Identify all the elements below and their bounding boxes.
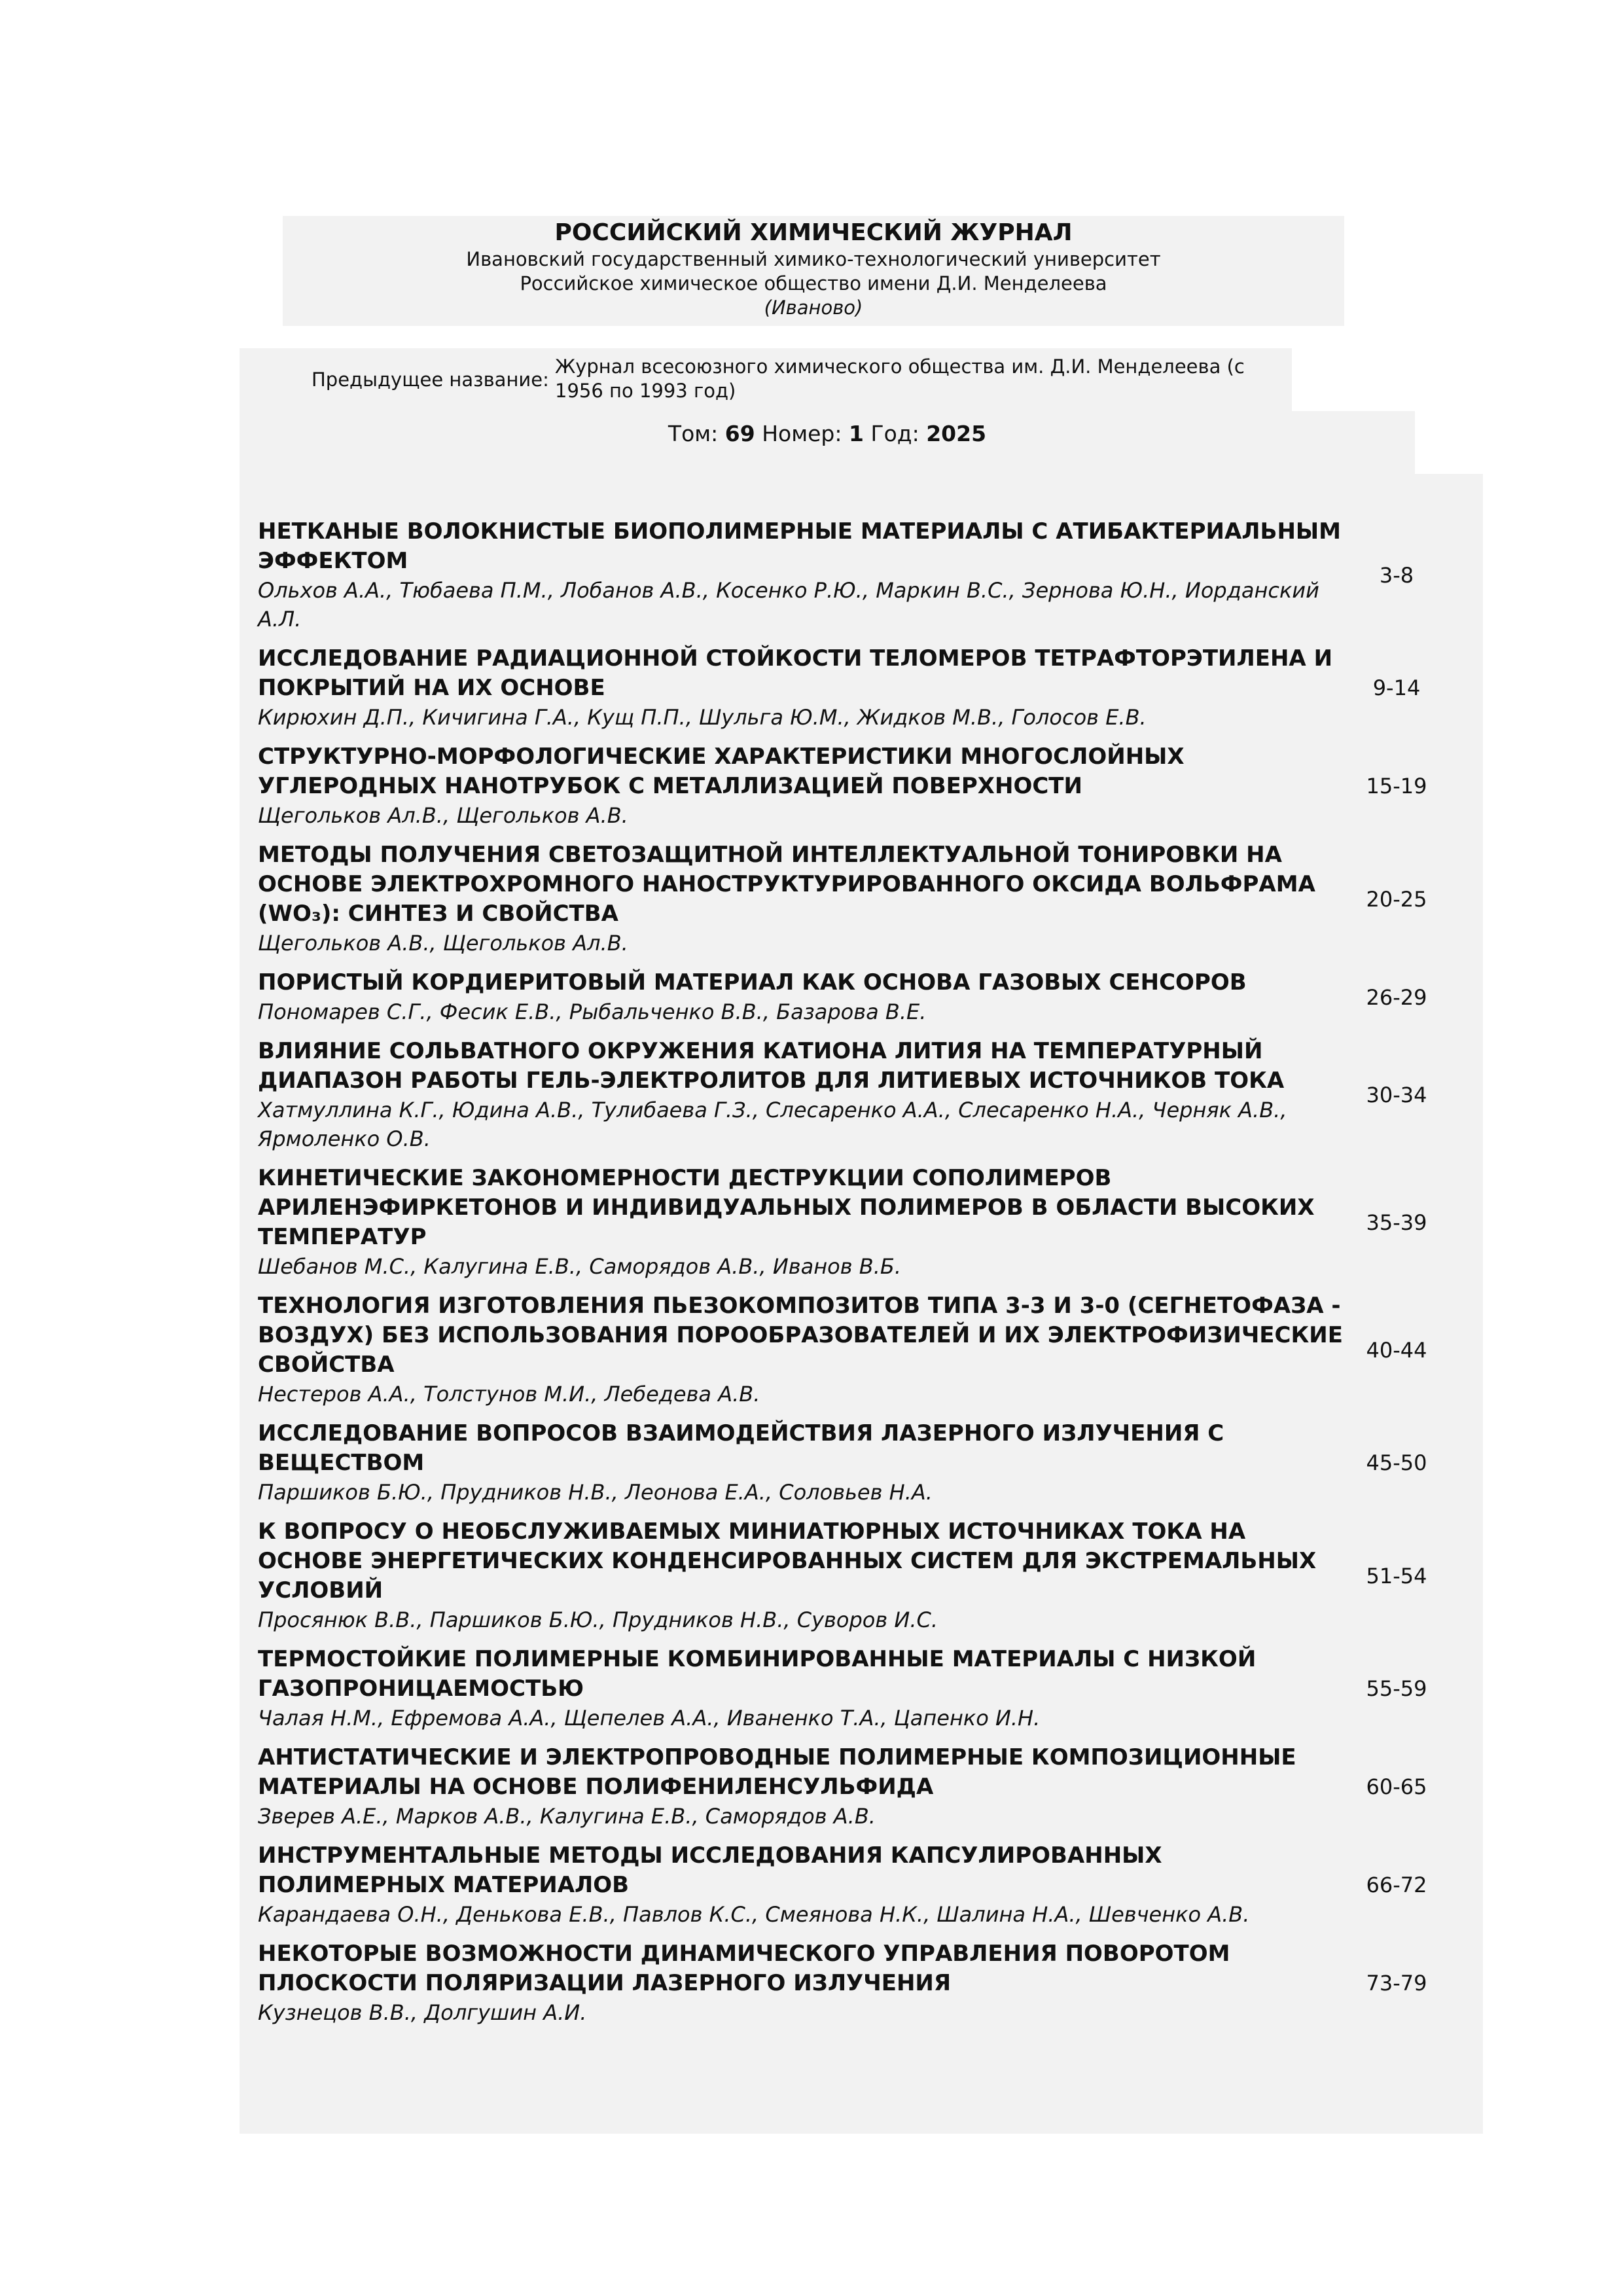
article-title-link[interactable]: ИНСТРУМЕНТАЛЬНЫЕ МЕТОДЫ ИССЛЕДОВАНИЯ КАПСУЛИРОВАННЫХ ПОЛИМЕРНЫХ МАТЕРИАЛОВ <box>258 1842 1162 1898</box>
article-pages: 3-8 <box>1379 563 1414 588</box>
article-pages: 45-50 <box>1366 1450 1427 1475</box>
issue-line <box>240 411 1415 448</box>
article-pages: 66-72 <box>1366 1873 1427 1897</box>
article-pages: 15-19 <box>1366 774 1427 798</box>
article-title-link[interactable]: МЕТОДЫ ПОЛУЧЕНИЯ СВЕТОЗАЩИТНОЙ ИНТЕЛЛЕКТУАЛЬНОЙ ТОНИРОВКИ НА ОСНОВЕ ЭЛЕКТРОХРОМНОГО НАНОСТРУКТУРИРОВАННОГО ОКСИДА ВОЛЬФРАМА (WO₃): СИНТЕЗ И СВОЙСТВА <box>258 842 1315 927</box>
toc-entry <box>258 1291 1344 1408</box>
article-title-link[interactable]: ТЕРМОСТОЙКИЕ ПОЛИМЕРНЫЕ КОМБИНИРОВАННЫЕ МАТЕРИАЛЫ С НИЗКОЙ ГАЗОПРОНИЦАЕМОСТЬЮ <box>258 1646 1257 1702</box>
publisher-society: Российское химическое общество имени Д.И. Менделеева <box>520 272 1107 295</box>
article-pages: 51-54 <box>1366 1563 1427 1588</box>
toc-row <box>258 1645 1475 1732</box>
toc-entry <box>258 968 1344 1026</box>
article-authors: Кузнецов В.В., Долгушин А.И. <box>258 2000 587 2025</box>
toc-row <box>258 968 1475 1026</box>
toc-entry <box>258 1419 1344 1507</box>
article-title-link[interactable]: ИССЛЕДОВАНИЕ РАДИАЦИОННОЙ СТОЙКОСТИ ТЕЛОМЕРОВ ТЕТРАФТОРЭТИЛЕНА И ПОКРЫТИЙ НА ИХ ОСНОВЕ <box>258 645 1333 701</box>
toc-row <box>258 517 1475 634</box>
article-title-link[interactable]: НЕТКАНЫЕ ВОЛОКНИСТЫЕ БИОПОЛИМЕРНЫЕ МАТЕРИАЛЫ С АТИБАКТЕРИАЛЬНЫМ ЭФФЕКТОМ <box>258 518 1341 574</box>
article-authors: Щегольков Ал.В., Щегольков А.В. <box>258 803 628 828</box>
article-authors: Карандаева О.Н., Денькова Е.В., Павлов К.С., Смеянова Н.К., Шалина Н.А., Шевченко А.В. <box>258 1902 1250 1927</box>
volume-value: 69 <box>724 421 755 446</box>
toc-row <box>258 1037 1475 1153</box>
toc-row <box>258 1841 1475 1929</box>
toc-entry <box>258 1939 1344 2027</box>
previous-name-value: Журнал всесоюзного химического общества им. Д.И. Менделеева (с 1956 по 1993 год) <box>555 355 1245 402</box>
article-pages: 35-39 <box>1366 1210 1427 1235</box>
toc-entry <box>258 1037 1344 1153</box>
toc-list <box>258 517 1475 2037</box>
article-pages: 20-25 <box>1366 886 1427 912</box>
article-authors: Паршиков Б.Ю., Прудников Н.В., Леонова Е.А., Соловьев Н.А. <box>258 1480 933 1505</box>
toc-row <box>258 742 1475 830</box>
toc-entry <box>258 742 1344 830</box>
article-authors: Зверев А.Е., Марков А.В., Калугина Е.В., Саморядов А.В. <box>258 1804 876 1829</box>
journal-header <box>283 216 1344 326</box>
article-authors: Кирюхин Д.П., Кичигина Г.А., Кущ П.П., Шульга Ю.М., Жидков М.В., Голосов Е.В. <box>258 705 1147 730</box>
toc-entry <box>258 1517 1344 1634</box>
article-authors: Чалая Н.М., Ефремова А.А., Щепелев А.А., Иваненко Т.А., Цапенко И.Н. <box>258 1706 1041 1731</box>
article-title-link[interactable]: К ВОПРОСУ О НЕОБСЛУЖИВАЕМЫХ МИНИАТЮРНЫХ ИСТОЧНИКАХ ТОКА НА ОСНОВЕ ЭНЕРГЕТИЧЕСКИХ КОНДЕНСИРОВАННЫХ СИСТЕМ ДЛЯ ЭКСТРЕМАЛЬНЫХ УСЛОВИЙ <box>258 1518 1317 1604</box>
article-authors: Просянюк В.В., Паршиков Б.Ю., Прудников Н.В., Суворов И.С. <box>258 1607 938 1632</box>
toc-row <box>258 1164 1475 1281</box>
article-pages: 60-65 <box>1366 1774 1427 1799</box>
previous-name-label: Предыдущее название: <box>312 368 549 391</box>
article-title-link[interactable]: ПОРИСТЫЙ КОРДИЕРИТОВЫЙ МАТЕРИАЛ КАК ОСНОВА ГАЗОВЫХ СЕНСОРОВ <box>258 969 1247 996</box>
previous-name-row <box>240 348 1292 411</box>
toc-entry <box>258 517 1344 634</box>
article-title-link[interactable]: ВЛИЯНИЕ СОЛЬВАТНОГО ОКРУЖЕНИЯ КАТИОНА ЛИТИЯ НА ТЕМПЕРАТУРНЫЙ ДИАПАЗОН РАБОТЫ ГЕЛЬ-ЭЛЕКТРОЛИТОВ ДЛЯ ЛИТИЕВЫХ ИСТОЧНИКОВ ТОКА <box>258 1038 1285 1094</box>
article-authors: Хатмуллина К.Г., Юдина А.В., Тулибаева Г.З., Слесаренко А.А., Слесаренко Н.А., Черняк А.В., Ярмоленко О.В. <box>258 1098 1287 1151</box>
article-title-link[interactable]: СТРУКТУРНО-МОРФОЛОГИЧЕСКИЕ ХАРАКТЕРИСТИКИ МНОГОСЛОЙНЫХ УГЛЕРОДНЫХ НАНОТРУБОК С МЕТАЛЛИЗАЦИЕЙ ПОВЕРХНОСТИ <box>258 744 1185 799</box>
article-pages: 73-79 <box>1366 1971 1427 1996</box>
toc-entry <box>258 1841 1344 1929</box>
toc-row <box>258 1939 1475 2027</box>
article-title-link[interactable]: КИНЕТИЧЕСКИЕ ЗАКОНОМЕРНОСТИ ДЕСТРУКЦИИ СОПОЛИМЕРОВ АРИЛЕНЭФИРКЕТОНОВ И ИНДИВИДУАЛЬНЫХ ПОЛИМЕРОВ В ОБЛАСТИ ВЫСОКИХ ТЕМПЕРАТУР <box>258 1165 1315 1250</box>
article-title-link[interactable]: ТЕХНОЛОГИЯ ИЗГОТОВЛЕНИЯ ПЬЕЗОКОМПОЗИТОВ ТИПА 3-3 И 3-0 (СЕГНЕТОФАЗА - ВОЗДУХ) БЕЗ ИСПОЛЬЗОВАНИЯ ПОРООБРАЗОВАТЕЛЕЙ И ИХ ЭЛЕКТРОФИЗИЧЕСКИЕ СВОЙСТВА <box>258 1293 1343 1378</box>
toc-row <box>258 1419 1475 1507</box>
toc-entry <box>258 644 1344 732</box>
article-pages: 9-14 <box>1372 675 1421 700</box>
article-authors: Щегольков А.В., Щегольков Ал.В. <box>258 931 628 956</box>
article-authors: Нестеров А.А., Толстунов М.И., Лебедева А.В. <box>258 1382 760 1407</box>
article-title-link[interactable]: АНТИСТАТИЧЕСКИЕ И ЭЛЕКТРОПРОВОДНЫЕ ПОЛИМЕРНЫЕ КОМПОЗИЦИОННЫЕ МАТЕРИАЛЫ НА ОСНОВЕ ПОЛИФЕНИЛЕНСУЛЬФИДА <box>258 1744 1296 1800</box>
article-title-link[interactable]: ИССЛЕДОВАНИЕ ВОПРОСОВ ВЗАИМОДЕЙСТВИЯ ЛАЗЕРНОГО ИЗЛУЧЕНИЯ С ВЕЩЕСТВОМ <box>258 1420 1224 1476</box>
toc-row <box>258 1517 1475 1634</box>
volume-label: Том: <box>668 421 719 446</box>
number-label: Номер: <box>762 421 842 446</box>
article-pages: 30-34 <box>1366 1083 1427 1107</box>
publisher-university: Ивановский государственный химико-технологический университет <box>466 248 1161 270</box>
article-pages: 26-29 <box>1366 984 1427 1010</box>
article-authors: Пономарев С.Г., Фесик Е.В., Рыбальченко В.В., Базарова В.Е. <box>258 999 927 1024</box>
toc-entry <box>258 1743 1344 1831</box>
toc-row <box>258 840 1475 958</box>
year-label: Год: <box>870 421 919 446</box>
toc-row <box>258 644 1475 732</box>
article-pages: 40-44 <box>1366 1337 1427 1363</box>
issue-info <box>240 411 1415 474</box>
article-authors: Ольхов А.А., Тюбаева П.М., Лобанов А.В., Косенко Р.Ю., Маркин В.С., Зернова Ю.Н., Иорданский А.Л. <box>258 578 1319 632</box>
toc-entry <box>258 1164 1344 1281</box>
number-value: 1 <box>849 421 864 446</box>
journal-city: (Иваново) <box>764 296 863 319</box>
table-of-contents <box>240 474 1483 2134</box>
journal-title: РОССИЙСКИЙ ХИМИЧЕСКИЙ ЖУРНАЛ <box>554 219 1073 246</box>
article-pages: 55-59 <box>1366 1676 1427 1701</box>
toc-row <box>258 1743 1475 1831</box>
year-value: 2025 <box>926 421 987 446</box>
article-authors: Шебанов М.С., Калугина Е.В., Саморядов А.В., Иванов В.Б. <box>258 1254 901 1279</box>
article-title-link[interactable]: НЕКОТОРЫЕ ВОЗМОЖНОСТИ ДИНАМИЧЕСКОГО УПРАВЛЕНИЯ ПОВОРОТОМ ПЛОСКОСТИ ПОЛЯРИЗАЦИИ ЛАЗЕРНОГО ИЗЛУЧЕНИЯ <box>258 1941 1230 1996</box>
toc-entry <box>258 840 1344 958</box>
toc-row <box>258 1291 1475 1408</box>
toc-entry <box>258 1645 1344 1732</box>
